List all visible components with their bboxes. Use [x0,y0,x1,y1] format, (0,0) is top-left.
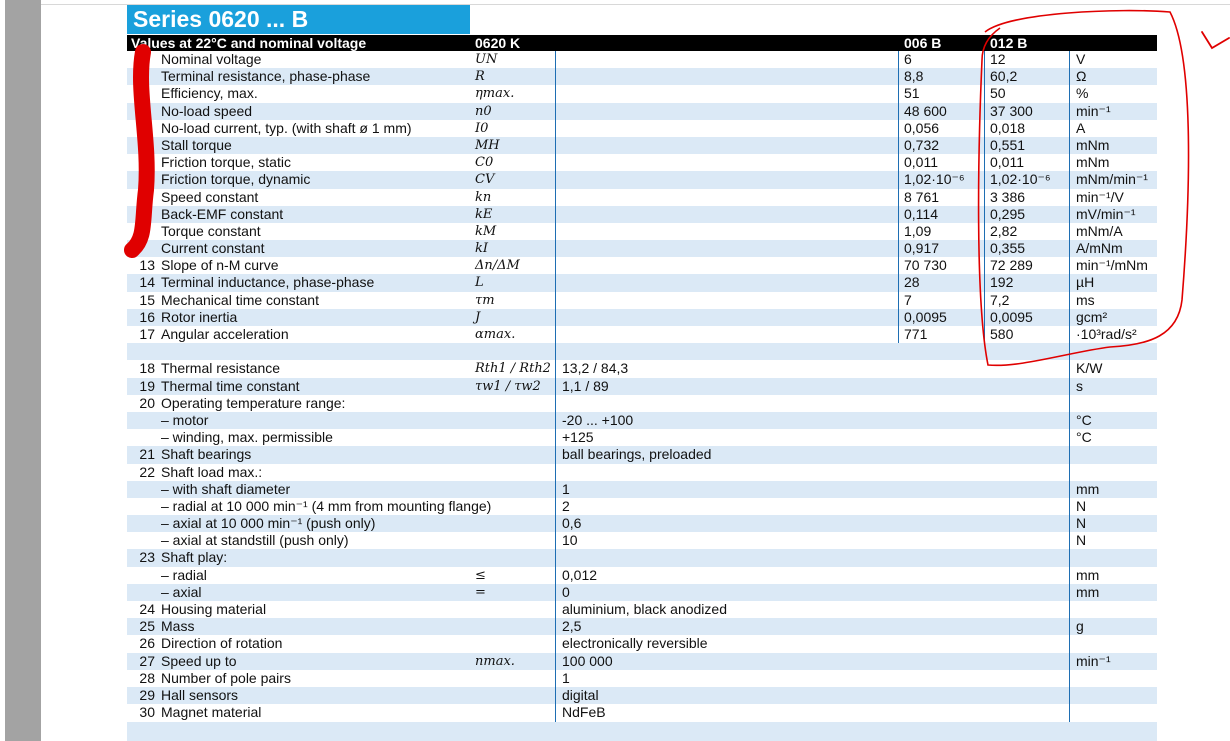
table-row [127,429,1157,446]
cell-k: 10 [562,532,578,549]
cell-num: 23 [139,549,155,566]
cell-sym: kE [475,206,493,222]
cell-a: 48 600 [904,102,947,119]
cell-param: Shaft load max.: [161,463,263,480]
cell-param: Terminal inductance, phase-phase [161,274,375,291]
table-row [127,326,1157,343]
cell-param: Speed constant [161,188,259,205]
table-row [127,189,1157,206]
cell-a: 0,732 [904,136,940,153]
cell-sym: τw1 / τw2 [475,378,541,394]
cell-b: 7,2 [990,291,1010,308]
table-row [127,120,1157,137]
cell-num: 21 [139,446,155,463]
cell-num: 27 [139,652,155,669]
table-row [127,378,1157,395]
table-row [127,68,1157,85]
cell-sym: Δn/ΔM [475,258,520,274]
table-row [127,240,1157,257]
cell-a: 0,114 [904,205,938,222]
cell-b: 72 289 [990,257,1033,274]
cell-unit: g [1076,618,1084,635]
table-row [127,412,1157,429]
cell-k: 100 000 [562,652,613,669]
cell-param: Efficiency, max. [161,85,258,102]
table-row [127,464,1157,481]
cell-param: Terminal resistance, phase-phase [161,68,371,85]
cell-b: 12 [990,51,1006,67]
cell-num: 29 [139,686,155,703]
table-row [127,292,1157,309]
column-divider [555,51,556,741]
cell-num: 25 [139,618,155,635]
cell-a: 1,02·10⁻⁶ [904,171,965,188]
cell-b: 580 [990,326,1014,342]
cell-b: 0,355 [990,240,1026,257]
cell-param: Thermal resistance [161,360,281,377]
cell-k: 13,2 / 84,3 [562,360,629,377]
cell-sym: J [475,309,481,325]
cell-b: 0,018 [990,119,1026,136]
table-row [127,51,1157,68]
cell-param: Nominal voltage [161,51,262,67]
table-row [127,274,1157,291]
cell-k: 2 [562,497,570,514]
table-row [127,481,1157,498]
table-row [127,206,1157,223]
cell-param: Shaft bearings [161,446,252,463]
table-row [127,567,1157,584]
cell-a: 8,8 [904,68,924,85]
cell-param: Torque constant [161,222,261,239]
cell-unit: mV/min⁻¹ [1076,205,1136,222]
cell-sym: R [475,69,485,85]
cell-param: – radial at 10 000 min⁻¹ (4 mm from mounting flange) [161,497,492,514]
table-row [127,137,1157,154]
cell-k: digital [562,686,599,703]
header-col-0620K: 0620 K [475,35,521,51]
table-row [127,549,1157,566]
cell-k: electronically reversible [562,635,708,652]
table-row [127,395,1157,412]
table-row [127,154,1157,171]
cell-unit: gcm² [1076,308,1108,325]
table-row [127,257,1157,274]
cell-param: – axial at standstill (push only) [161,532,349,549]
cell-a: 51 [904,85,920,102]
cell-k: 1 [562,480,570,497]
cell-unit: min⁻¹ [1076,652,1111,669]
header-col-012B: 012 B [990,35,1028,51]
series-title: Series 0620 ... B [133,6,309,32]
cell-param: Friction torque, dynamic [161,171,311,188]
cell-b: 3 386 [990,188,1026,205]
viewer-scrollbar[interactable] [5,0,41,741]
cell-num: 13 [139,257,155,274]
cell-a: 8 761 [904,188,940,205]
cell-param: Friction torque, static [161,154,291,171]
cell-param: Number of pole pairs [161,669,291,686]
cell-unit: ·10³rad/s² [1076,326,1137,342]
cell-num: 14 [139,274,155,291]
cell-sym: CV [475,172,495,188]
cell-unit: °C [1076,411,1092,428]
cell-sym: UN [475,52,498,67]
cell-num: 26 [139,635,155,652]
cell-unit: mNm/min⁻¹ [1076,171,1148,188]
column-divider [984,51,985,343]
cell-a: 771 [904,326,928,342]
cell-k: 1 [562,669,570,686]
cell-k: 0,6 [562,515,582,532]
cell-param: – axial at 10 000 min⁻¹ (push only) [161,515,376,532]
table-row [127,601,1157,618]
cell-a: 0,917 [904,240,940,257]
header-caption: Values at 22°C and nominal voltage [131,35,367,51]
cell-num: 24 [139,601,155,617]
table-row [127,670,1157,687]
table-row [127,515,1157,532]
cell-param: – axial [161,583,202,600]
cell-unit: s [1076,377,1083,394]
table-row [127,360,1157,377]
cell-sym: = [475,584,486,600]
cell-a: 1,09 [904,222,932,239]
table-row [127,618,1157,635]
cell-unit: V [1076,51,1086,67]
cell-b: 192 [990,274,1014,291]
cell-sym: ηmax. [475,86,515,102]
spec-table [127,51,1157,721]
cell-num: 20 [139,394,155,411]
header-col-006B: 006 B [904,35,942,51]
cell-sym: nmax. [475,653,515,669]
cell-param: Housing material [161,601,267,617]
cell-param: No-load current, typ. (with shaft ø 1 mm) [161,119,412,136]
cell-param: – with shaft diameter [161,480,291,497]
cell-unit: mNm [1076,154,1110,171]
column-divider [1069,51,1070,741]
cell-num: 17 [139,326,155,342]
cell-param: No-load speed [161,102,253,119]
cell-b: 0,0095 [990,308,1033,325]
cell-param: Shaft play: [161,549,228,566]
table-row [127,223,1157,240]
cell-k: -20 ... +100 [562,411,634,428]
cell-sym: αmax. [475,327,516,342]
cell-unit: min⁻¹ [1076,102,1111,119]
cell-k: 0,012 [562,566,598,583]
cell-unit: µH [1076,274,1095,291]
cell-sym: MH [475,137,500,153]
table-header [127,35,1157,51]
cell-sym: C0 [475,155,494,171]
cell-unit: mm [1076,566,1100,583]
cell-unit: mm [1076,583,1100,600]
table-row [127,171,1157,188]
cell-k: NdFeB [562,704,606,721]
cell-b: 0,295 [990,205,1026,222]
cell-b: 0,011 [990,154,1024,171]
table-row [127,687,1157,704]
cell-k: aluminium, black anodized [562,601,727,617]
cell-num: 18 [139,360,155,377]
table-row [127,635,1157,652]
cell-num: 28 [139,669,155,686]
cell-unit: min⁻¹/mNm [1076,257,1148,274]
cell-param: Stall torque [161,136,232,153]
cell-unit: ms [1076,291,1095,308]
cell-unit: K/W [1076,360,1103,377]
cell-param: – winding, max. permissible [161,429,333,446]
cell-b: 50 [990,85,1006,102]
table-bottom-strip [127,722,1157,741]
cell-param: Direction of rotation [161,635,283,652]
cell-param: – radial [161,566,207,583]
cell-unit: A/mNm [1076,240,1123,257]
cell-unit: N [1076,515,1087,532]
cell-k: ball bearings, preloaded [562,446,712,463]
cell-num: 16 [139,308,155,325]
cell-param: Operating temperature range: [161,394,346,411]
cell-param: Hall sensors [161,686,239,703]
cell-unit: % [1076,85,1089,102]
cell-param: Magnet material [161,704,262,721]
cell-param: Mechanical time constant [161,291,319,308]
cell-num: 15 [139,291,155,308]
cell-k: +125 [562,429,594,446]
cell-b: 2,82 [990,222,1018,239]
cell-k: 2,5 [562,618,582,635]
cell-k: 0 [562,583,570,600]
cell-param: Angular acceleration [161,326,289,342]
table-row [127,103,1157,120]
cell-unit: Ω [1076,68,1087,85]
cell-unit: N [1076,497,1087,514]
table-row [127,309,1157,326]
cell-param: Thermal time constant [161,377,300,394]
cell-b: 37 300 [990,102,1033,119]
cell-param: Slope of n-M curve [161,257,279,274]
column-divider [898,51,899,343]
cell-num: 30 [139,704,155,721]
table-row [127,532,1157,549]
cell-sym: ≤ [475,567,486,583]
cell-unit: min⁻¹/V [1076,188,1124,205]
cell-sym: L [475,275,484,291]
table-row [127,653,1157,670]
cell-unit: N [1076,532,1087,549]
cell-num: 19 [139,377,155,394]
cell-a: 6 [904,51,912,67]
cell-num: 22 [139,463,155,480]
cell-sym: kn [475,189,492,205]
cell-unit: °C [1076,429,1092,446]
cell-sym: τm [475,292,495,308]
cell-param: Rotor inertia [161,308,238,325]
table-row [127,704,1157,721]
cell-k: 1,1 / 89 [562,377,609,394]
cell-param: Current constant [161,240,265,257]
cell-sym: I0 [475,120,489,136]
cell-sym: Rth1 / Rth2 [475,361,551,377]
table-row [127,498,1157,515]
cell-sym: kI [475,241,489,257]
cell-a: 28 [904,274,920,291]
cell-sym: kM [475,223,497,239]
table-row [127,85,1157,102]
table-row [127,584,1157,601]
red-check-mark [1202,32,1229,48]
cell-param: – motor [161,411,209,428]
cell-unit: mNm/A [1076,222,1123,239]
cell-a: 0,056 [904,119,940,136]
cell-a: 0,011 [904,154,938,171]
table-row [127,446,1157,463]
cell-unit: mNm [1076,136,1110,153]
cell-b: 0,551 [990,136,1026,153]
cell-b: 1,02·10⁻⁶ [990,171,1051,188]
cell-param: Mass [161,618,195,635]
series-title-box [127,5,470,34]
cell-param: Speed up to [161,652,237,669]
cell-unit: A [1076,119,1086,136]
cell-a: 7 [904,291,912,308]
table-row [127,343,1157,360]
cell-a: 70 730 [904,257,947,274]
cell-unit: mm [1076,480,1100,497]
cell-sym: n0 [475,103,492,119]
cell-a: 0,0095 [904,308,947,325]
cell-b: 60,2 [990,68,1018,85]
cell-param: Back-EMF constant [161,205,284,222]
